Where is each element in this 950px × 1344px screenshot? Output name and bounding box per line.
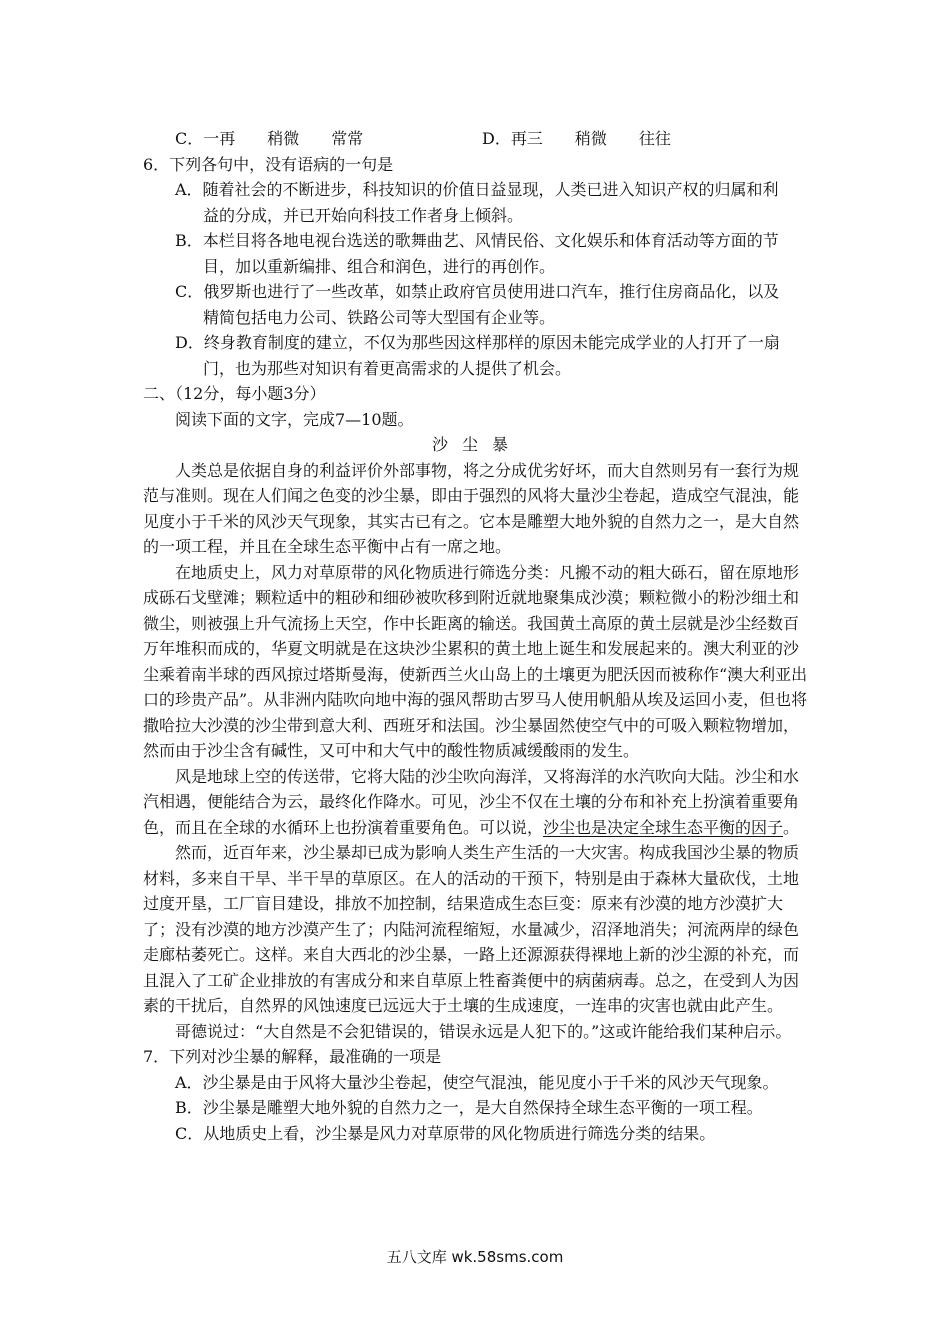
section-2-heading: 二、（12分，每小题3分） <box>143 384 326 403</box>
q7-option-c: C．从地质史上看，沙尘暴是风力对草原带的风化物质进行筛选分类的结果。 <box>175 1123 716 1143</box>
q5-option-c: C．一再 稍微 常常 <box>175 129 364 148</box>
passage-paragraph-5: 哥德说过：“大自然是不会犯错误的，错误永远是人犯下的。”这或许能给我们某种启示。 <box>175 1021 792 1041</box>
passage-paragraph-4: 然而，近百年来，沙尘暴却已成为影响人类生产生活的一大灾害。构成我国沙尘暴的物质材料，多来自干旱、半干旱的草原区。在人的活动的干预下，特别是由于森林大量砍伐，土地过度开垦，工厂盲目建设，排放不加控制，结果造成生态巨变：原来有沙漠的地方沙漠扩大了；没有沙漠的地方沙漠产生了；内陆河流程缩短，水量减少，沼泽地消失；河流两岸的绿色走廊枯萎死亡。这样。来自大西北的沙尘暴，一路上还源源获得裸地上新的沙尘源的补充，而且混入了工矿企业排放的有害成分和来自草原上牲畜粪便中的病菌病毒。总之，在受到人为因素的干扰后，自然界的风蚀速度已远远大于土壤的生成速度，一连串的灾害也就由此产生。 <box>143 843 800 1015</box>
passage-paragraph-1: 人类总是依据自身的利益评价外部事物，将之分成优劣好坏，而大自然则另有一套行为规范与准则。现在人们闻之色变的沙尘暴，即由于强烈的风将大量沙尘卷起，造成空气混浊，能见度小于千米的风沙天气现象，其实古已有之。它本是雕塑大地外貌的自然力之一，是大自然的一项工程，并且在全球生态平衡中占有一席之地。 <box>143 460 800 556</box>
section-2-instruction: 阅读下面的文字，完成7—10题。 <box>175 409 414 429</box>
passage-paragraph-2: 在地质史上，风力对草原带的风化物质进行筛选分类：凡搬不动的粗大砾石，留在原地形成砾石戈壁滩；颗粒适中的粗砂和细砂被吹移到附近就地聚集成沙漠；颗粒微小的粉沙细土和微尘，则被强上升气流扬上天空，作中长距离的输送。我国黄土高原的黄土层就是沙尘经数百万年堆积而成的，华夏文明就是在这块沙尘累积的黄土地上诞生和发展起来的。澳大利亚的沙尘乘着南半球的西风掠过塔斯曼海，使新西兰火山岛上的土壤更为肥沃因而被称作“澳大利亚出口的珍贵产品”。从非洲内陆吹向地中海的强风帮助古罗马人使用帆船从埃及运回小麦，但也将撒哈拉大沙漠的沙尘带到意大利、西班牙和法国。沙尘暴固然使空气中的可吸入颗粒物增加，然而由于沙尘含有碱性，又可中和大气中的酸性物质减缓酸雨的发生。 <box>143 562 808 760</box>
q6-option-c-line2: 精简包括电力公司、铁路公司等大型国有企业等。 <box>203 307 556 327</box>
q6-option-a-line1: A．随着社会的不断进步，科技知识的价值日益显现，人类已进入知识产权的归属和利 <box>175 180 779 199</box>
q6-option-d-line2: 门，也为那些对知识有着更高需求的人提供了机会。 <box>203 358 572 378</box>
passage-paragraph-3 <box>143 764 811 841</box>
q6-option-b-line1: B．本栏目将各地电视台选送的歌舞曲艺、风情民俗、文化娱乐和体育活动等方面的节 <box>175 231 779 250</box>
q5-options-row <box>143 126 811 152</box>
q6-option-b-line2: 目，加以重新编排、组合和润色，进行的再创作。 <box>203 256 556 276</box>
page-content <box>143 126 811 1146</box>
q6-option-c-line1: C．俄罗斯也进行了一些改革，如禁止政府官员使用进口汽车，推行住房商品化，以及 <box>175 282 780 301</box>
q6-stem: 6．下列各句中，没有语病的一句是 <box>143 154 394 174</box>
q5-option-d: D．再三 稍微 往往 <box>482 129 671 148</box>
passage-paragraph-3-end: 。 <box>783 817 800 837</box>
passage-paragraph-3-text: 风是地球上空的传送带，它将大陆的沙尘吹向海洋，又将海洋的水汽吹向大陆。沙尘和水汽相遇，便能结合为云，最终化作降水。可见，沙尘不仅在土壤的分布和补充上扮演着重要角色，而且在全球的水循环上也扮演着重要角色。可以说， <box>143 766 800 837</box>
q7-option-a: A．沙尘暴是由于风将大量沙尘卷起，使空气混浊，能见度小于千米的风沙天气现象。 <box>175 1072 779 1092</box>
q6-option-d-line1: D．终身教育制度的建立，不仅为那些因这样那样的原因未能完成学业的人打开了一扇 <box>175 333 780 352</box>
q7-stem: 7．下列对沙尘暴的解释，最准确的一项是 <box>143 1047 442 1066</box>
passage-title: 沙尘暴 <box>431 435 522 454</box>
q6-option-a-line2: 益的分成，并已开始向科技工作者身上倾斜。 <box>203 205 524 225</box>
footer-watermark: 五八文库 wk.58sms.com <box>386 1248 564 1266</box>
underlined-phrase: 沙尘也是决定全球生态平衡的因子 <box>543 817 784 837</box>
q7-option-b: B．沙尘暴是雕塑大地外貌的自然力之一，是大自然保持全球生态平衡的一项工程。 <box>175 1098 763 1117</box>
